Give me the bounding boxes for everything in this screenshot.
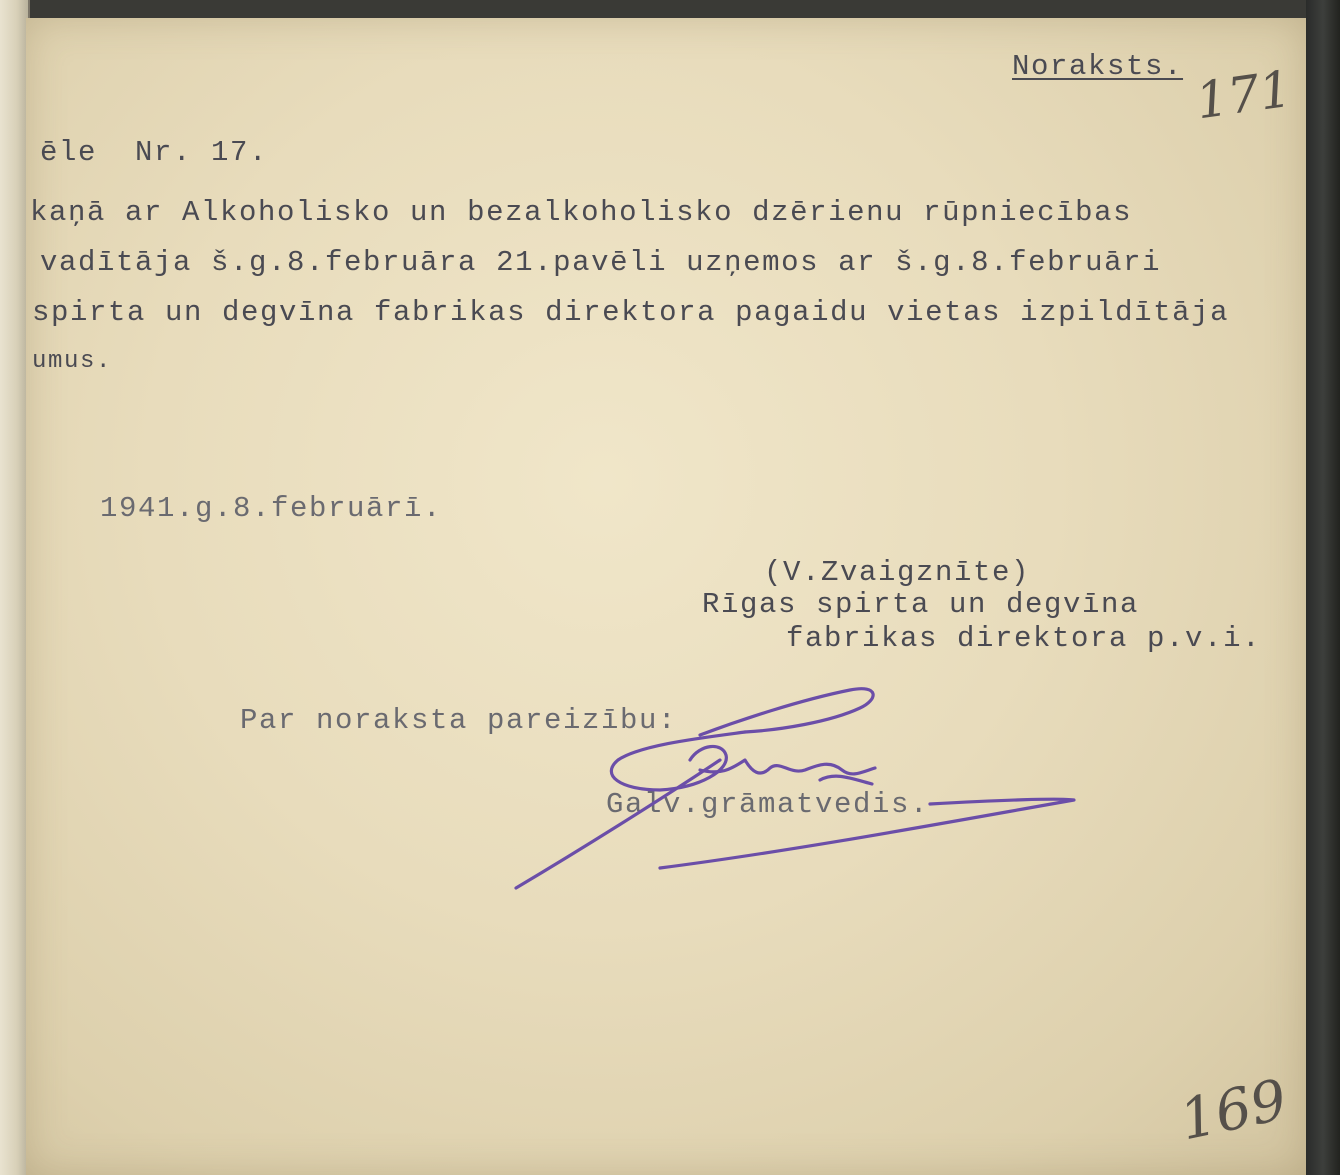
- signatory-title-line-2: fabrikas direktora p.v.i.: [786, 622, 1262, 655]
- body-line: kaņā ar Alkoholisko un bezalkoholisko dzērienu rūpniecības: [30, 196, 1133, 229]
- order-number-line: ēle Nr. 17.: [40, 136, 269, 169]
- folio-number: 171: [1192, 59, 1296, 131]
- signatory-name: (V.Zvaigznīte): [764, 556, 1031, 589]
- body-line: umus.: [32, 348, 113, 375]
- certification-label: Par noraksta pareizību:: [240, 704, 678, 737]
- date-line: 1941.g.8.februārī.: [100, 492, 443, 525]
- copy-heading: Noraksts.: [1012, 50, 1184, 83]
- page-number: 169: [1174, 1067, 1293, 1154]
- certification-role: Galv.grāmatvedis.: [606, 788, 930, 821]
- signatory-title-line-1: Rīgas spirta un degvīna: [702, 588, 1140, 621]
- body-line: vadītāja š.g.8.februāra 21.pavēli uzņemos ar š.g.8.februāri: [40, 246, 1162, 279]
- body-line: spirta un degvīna fabrikas direktora pagaidu vietas izpildītāja: [32, 296, 1230, 329]
